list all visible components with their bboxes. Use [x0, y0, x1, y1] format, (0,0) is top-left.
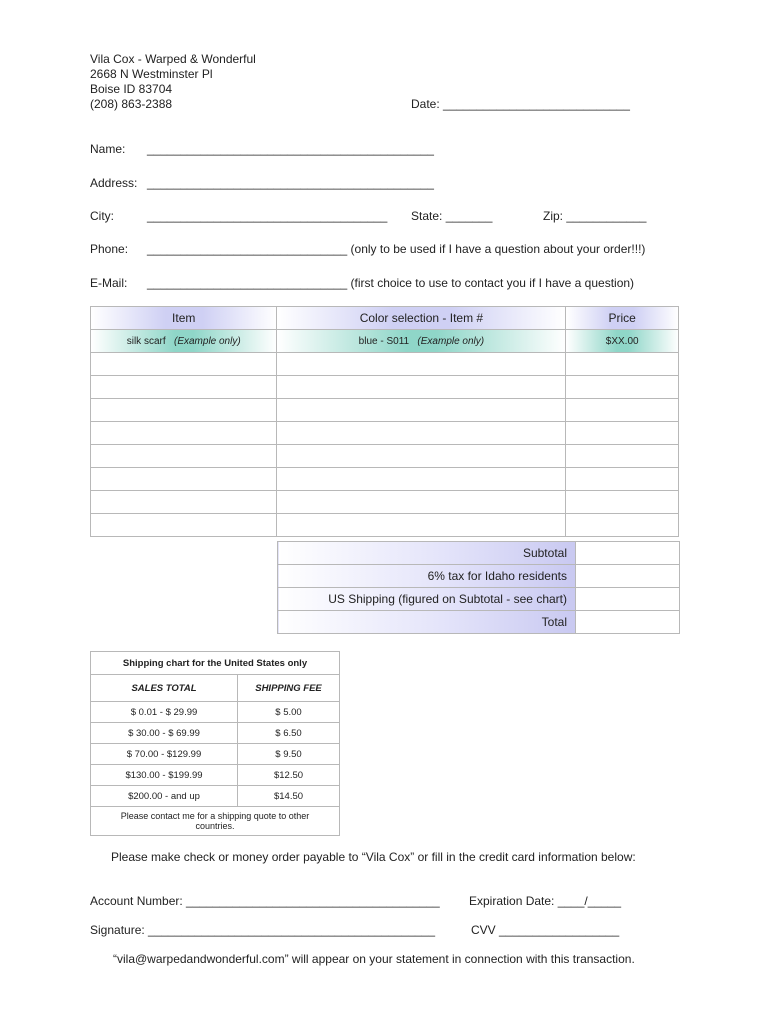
example-color-cell	[277, 330, 566, 353]
item-cell[interactable]	[91, 353, 277, 376]
shipping-rate-row	[91, 765, 340, 786]
subtotal-row	[278, 542, 680, 565]
email-label: E-Mail:	[90, 276, 128, 290]
expiration-date-field[interactable]: Expiration Date: ____/_____	[469, 894, 622, 908]
seller-address-block	[90, 52, 256, 112]
example-color-note: (Example only)	[417, 335, 485, 347]
item-cell[interactable]	[91, 514, 277, 537]
date-field[interactable]: Date: ____________________________	[411, 97, 630, 111]
order-row[interactable]	[91, 376, 679, 399]
name-field[interactable]: ___________________________________________	[147, 142, 434, 156]
state-field[interactable]: State: _______	[411, 209, 493, 223]
address-label: Address:	[90, 176, 138, 190]
seller-city: Boise ID 83704	[90, 82, 173, 96]
item-cell[interactable]	[91, 422, 277, 445]
statement-note: “vila@warpedandwonderful.com” will appear on your statement in connection with this transaction.	[113, 952, 635, 966]
color-cell[interactable]	[277, 376, 566, 399]
international-note	[91, 807, 340, 836]
payment-instructions: Please make check or money order payable to “Vila Cox” or fill in the credit card information below:	[111, 850, 636, 864]
price-cell[interactable]	[566, 491, 679, 514]
subtotal-label: Subtotal	[278, 542, 576, 565]
signature-field[interactable]: Signature: ___________________________________________	[90, 923, 436, 937]
shipping-fee: $ 6.50	[238, 723, 340, 744]
item-cell[interactable]	[91, 399, 277, 422]
color-cell[interactable]	[277, 445, 566, 468]
example-item: silk scarf	[126, 335, 166, 347]
price-cell[interactable]	[566, 445, 679, 468]
price-cell[interactable]	[566, 468, 679, 491]
seller-phone: (208) 863-2388	[90, 97, 173, 111]
phone-field[interactable]: ______________________________ (only to be used if I have a question about your order!!!)	[147, 242, 646, 256]
col-color-header: Color selection - Item #	[277, 307, 566, 330]
example-item-cell	[91, 330, 277, 353]
zip-field[interactable]: Zip: ____________	[543, 209, 647, 223]
sales-total-header: SALES TOTAL	[91, 675, 238, 702]
account-number-field[interactable]: Account Number: ______________________________________	[90, 894, 440, 908]
shipping-fee: $12.50	[238, 765, 340, 786]
international-note-line2: countries.	[195, 821, 235, 831]
color-cell[interactable]	[277, 468, 566, 491]
shipping-rate-row	[91, 723, 340, 744]
price-cell[interactable]	[566, 422, 679, 445]
example-row	[91, 330, 679, 353]
tax-row	[278, 565, 680, 588]
shipping-label: US Shipping (figured on Subtotal - see chart)	[278, 588, 576, 611]
phone-label: Phone:	[90, 242, 129, 256]
color-cell[interactable]	[277, 353, 566, 376]
example-color: blue - S011	[358, 335, 410, 347]
order-row[interactable]	[91, 468, 679, 491]
example-price: $XX.00	[566, 330, 679, 353]
order-table	[90, 306, 679, 537]
total-label: Total	[278, 611, 576, 634]
sales-range: $ 30.00 - $ 69.99	[91, 723, 238, 744]
shipping-fee: $ 5.00	[238, 702, 340, 723]
total-value[interactable]	[576, 611, 680, 634]
city-label: City:	[90, 209, 114, 223]
international-note-line1: Please contact me for a shipping quote to other	[120, 811, 310, 821]
order-row[interactable]	[91, 422, 679, 445]
tax-value[interactable]	[576, 565, 680, 588]
seller-street: 2668 N Westminster Pl	[90, 67, 213, 81]
totals-table	[277, 541, 680, 634]
address-field[interactable]: ___________________________________________	[147, 176, 434, 190]
price-cell[interactable]	[566, 353, 679, 376]
sales-range: $200.00 - and up	[91, 786, 238, 807]
order-row[interactable]	[91, 399, 679, 422]
cvv-field[interactable]: CVV __________________	[471, 923, 620, 937]
subtotal-value[interactable]	[576, 542, 680, 565]
color-cell[interactable]	[277, 491, 566, 514]
color-cell[interactable]	[277, 422, 566, 445]
color-cell[interactable]	[277, 399, 566, 422]
shipping-fee: $ 9.50	[238, 744, 340, 765]
price-cell[interactable]	[566, 514, 679, 537]
item-cell[interactable]	[91, 376, 277, 399]
shipping-chart-title: Shipping chart for the United States only	[91, 652, 340, 675]
order-row[interactable]	[91, 353, 679, 376]
sales-range: $130.00 - $199.99	[91, 765, 238, 786]
item-cell[interactable]	[91, 468, 277, 491]
shipping-value[interactable]	[576, 588, 680, 611]
order-row[interactable]	[91, 514, 679, 537]
price-cell[interactable]	[566, 399, 679, 422]
tax-label: 6% tax for Idaho residents	[278, 565, 576, 588]
order-table-header	[91, 307, 679, 330]
price-cell[interactable]	[566, 376, 679, 399]
color-cell[interactable]	[277, 514, 566, 537]
seller-name: Vila Cox - Warped & Wonderful	[90, 52, 256, 66]
shipping-fee-header: SHIPPING FEE	[238, 675, 340, 702]
col-price-header: Price	[566, 307, 679, 330]
example-item-note: (Example only)	[173, 335, 241, 347]
sales-range: $ 70.00 - $129.99	[91, 744, 238, 765]
col-item-header: Item	[91, 307, 277, 330]
item-cell[interactable]	[91, 445, 277, 468]
order-row[interactable]	[91, 491, 679, 514]
email-field[interactable]: ______________________________ (first choice to use to contact you if I have a question)	[147, 276, 635, 290]
shipping-row	[278, 588, 680, 611]
name-label: Name:	[90, 142, 126, 156]
city-field[interactable]: ____________________________________	[147, 209, 388, 223]
shipping-rate-row	[91, 786, 340, 807]
shipping-chart	[90, 651, 340, 836]
shipping-rate-row	[91, 702, 340, 723]
sales-range: $ 0.01 - $ 29.99	[91, 702, 238, 723]
shipping-rate-row	[91, 744, 340, 765]
item-cell[interactable]	[91, 491, 277, 514]
order-row[interactable]	[91, 445, 679, 468]
shipping-fee: $14.50	[238, 786, 340, 807]
total-row	[278, 611, 680, 634]
